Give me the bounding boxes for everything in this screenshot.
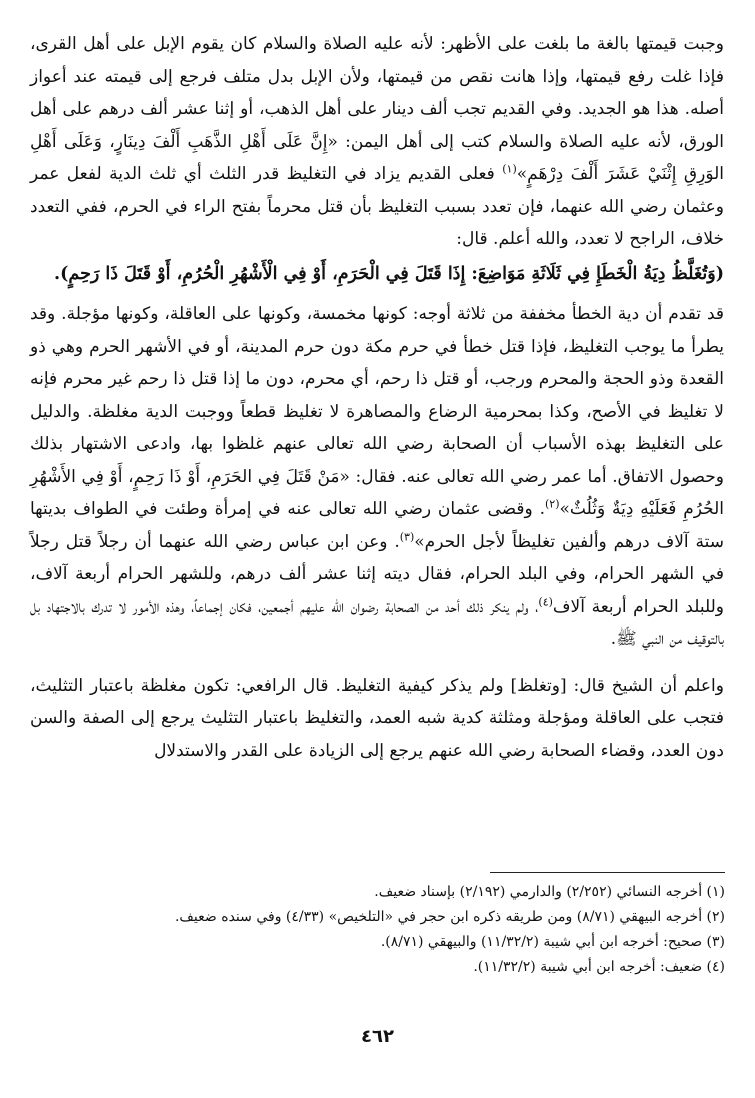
footnote-3: (٣) صحيح: أخرجه ابن أبي شيبة (١١/٣٢/٢) والبيهقي (٨/٧١). xyxy=(380,934,725,950)
paragraph-2 xyxy=(30,298,724,656)
paragraph-3: واعلم أن الشيخ قال: [وتغلظ] ولم يذكر كيفية التغليظ. قال الرافعي: تكون مغلظة باعتبار التثليث، فتجب على العاقلة ومؤجلة ومثلثة كدية شبه العمد، والتغليظ باعتبار التثليث يرجع إلى الصفة والسن دون العدد، وقضاء الصحابة رضي الله عنهم يرجع إلى الزيادة على القدر والاستدلال xyxy=(30,675,724,761)
footnote-ref-3[interactable]: (٣) xyxy=(399,529,415,543)
footnote-ref-4[interactable]: (٤) xyxy=(538,594,553,608)
footnote-ref-1[interactable]: (١) xyxy=(502,162,517,176)
paragraph-1-text: وجبت قيمتها بالغة ما بلغت على الأظهر: لأنه عليه الصلاة والسلام كان يقوم الإبل على أهل القرى، فإذا غلت رفع قيمتها، وإذا هانت نقص من قيمتها، ولأن الإبل بدل متلف فرجع إلى قيمته عند أعواز أصله. هذا هو الجديد. وفي القديم تجب ألف دينار على أهل الذهب، أو إثنا عشر ألف درهم على أهل الورق، لأنه عليه الصلاة والسلام كتب إلى أهل اليمن: «إِنَّ عَلَى أَهْلِ الذَّهَبِ أَلْفَ دِينَارٍ، وَعَلَى أَهْلِ الوَرِقِ إِثْنَيْ عَشَرَ أَلْفَ دِرْهَمٍ» xyxy=(30,34,725,184)
footnotes xyxy=(31,880,725,980)
footnote-1: (١) أخرجه النسائي (٢/٢٥٢) والدارمي (٢/١٩٢) بإسناد ضعيف. xyxy=(374,884,725,900)
paragraph-2-tail: ، ولم ينكر ذلك أحد من الصحابة رضوان الله عليهم أجمعين، فكان إجماعاً، وهذه الأمور لا تدرك بالاجتهاد بل بالتوقيف من النبي ﷺ. xyxy=(30,596,724,649)
paragraph-2-text: قد تقدم أن دية الخطأ مخففة من ثلاثة أوجه: كونها مخمسة، وكونها على العاقلة، وكونها مؤجلة. وقد يطرأ ما يوجب التغليظ، فإذا قتل خطأ في حرم مكة دون حرم المدينة، أو في الأشهر الحرم وهي ذو القعدة وذو الحجة والمحرم ورجب، أو قتل ذا رحم، أي محرم، دون ما إذا قتل ذا رحم غير محرم فإنه لا تغليظ في الأصح، وكذا بمحرمية الرضاع والمصاهرة لا تغليظ قطعاً ووجبت الدية مغلظة. والدليل على التغليظ بهذه الأسباب أن الصحابة رضي الله تعالى عنهم غلظوا بها، وادعى الاشتهار بذلك وحصول الاتفاق. أما عمر رضي الله تعالى عنه. فقال: «مَنْ قَتَلَ فِي الحَرَمِ، أَوْ ذَا رَحِمٍ، أَوْ فِي الأَشْهُرِ الحُرُمِ فَعَلَيْهِ دِيَةٌ وَثُلُثٌ» xyxy=(30,304,724,519)
footnote-4: (٤) ضعيف: أخرجه ابن أبي شيبة (١١/٣٢/٢). xyxy=(473,959,725,975)
paragraph-1-tail: فعلى القديم يزاد في التغليظ قدر الثلث أي ثلث الدية لفعل عمر وعثمان رضي الله عنهما، فإن تعدد بسبب التغليظ بأن قتل محرماً بفتح الراء في الحرم، ففي التعدد خلاف، الراجح لا تعدد، والله أعلم. قال: xyxy=(30,164,724,249)
matn-heading: (وَتُغَلَّظُ دِيَةُ الْخَطَإِ فِي ثَلَاثَةِ مَوَاضِعَ: إِذَا قَتَلَ فِي الْحَرَمِ، أَوْ فِي الْأَشْهُرِ الْحُرُمِ، أَوْ قَتَلَ ذَا رَحِمٍ). xyxy=(54,263,724,284)
paragraph-1 xyxy=(30,28,724,256)
page-body xyxy=(30,28,724,767)
paragraph-2-mid2: . وعن ابن عباس رضي الله عنهما أن رجلاً قتل رجلاً في الشهر الحرام، وفي البلد الحرام، فقال ديته إثنا عشر ألف درهم، وللشهر الحرام أربعة آلاف، وللبلد الحرام أربعة آلاف xyxy=(30,531,725,617)
footnote-2: (٢) أخرجه البيهقي (٨/٧١) ومن طريقه ذكره ابن حجر في «التلخيص» (٤/٣٣) وفي سنده ضعيف. xyxy=(174,909,725,925)
page-number: ٤٦٢ xyxy=(361,1026,394,1047)
footnote-divider xyxy=(490,872,725,873)
footnote-ref-2[interactable]: (٢) xyxy=(544,497,560,511)
paragraph-2-mid: . وقضى عثمان رضي الله تعالى عنه في إمرأة وطئت في الطواف بديتها ستة آلاف درهم وألفين تغليظاً لأجل الحرم» xyxy=(30,499,724,552)
